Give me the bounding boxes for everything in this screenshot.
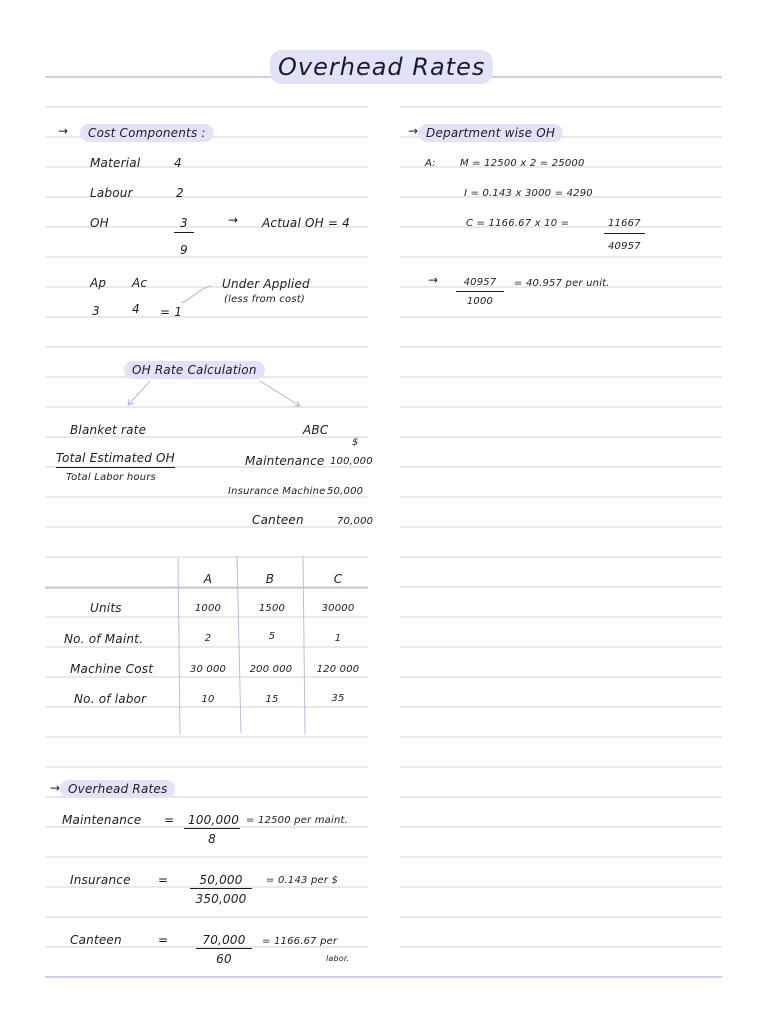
blanket-rate-label: Blanket rate — [70, 423, 147, 437]
table-row-label: Machine Cost — [70, 662, 154, 676]
abc-item-amount: 70,000 — [337, 516, 374, 527]
cost-label: Labour — [90, 186, 133, 200]
table-cell: 15 — [265, 694, 279, 705]
table-cell: 1500 — [258, 603, 286, 614]
table-cell: 2 — [204, 633, 212, 644]
abc-item-name: Canteen — [252, 513, 304, 527]
calc-line: M = 12500 x 2 = 25000 — [460, 158, 585, 169]
less-from-cost-note: (less from cost) — [224, 294, 305, 305]
per-unit-result: = 40.957 per unit. — [514, 278, 610, 289]
arrow-icon: → — [50, 781, 61, 795]
table-cell: 200 000 — [249, 664, 293, 675]
calc-last-value: 11667 — [604, 217, 645, 234]
arrow-icon: → — [428, 273, 439, 287]
table-cell: 10 — [201, 694, 215, 705]
rate-fraction — [184, 813, 240, 846]
per-unit-fraction — [456, 276, 504, 309]
overhead-rates-heading: Overhead Rates — [60, 780, 175, 798]
arrow-to-blanket — [128, 381, 150, 405]
cost-label: Material — [90, 156, 141, 170]
table-row-label: No. of Maint. — [64, 632, 144, 646]
equals-sign: = — [158, 873, 169, 887]
calc-line: I = 0.143 x 3000 = 4290 — [464, 188, 593, 199]
ac-label: Ac — [132, 276, 148, 290]
rate-label: Canteen — [70, 933, 122, 947]
abc-item-amount: 100,000 — [330, 456, 373, 467]
cost-value: 2 — [176, 186, 184, 200]
rate-result-unit: labor. — [326, 954, 350, 963]
table-cell: 5 — [268, 631, 276, 642]
cost-components-heading: Cost Components : — [80, 124, 214, 142]
table-header-c: C — [333, 572, 343, 586]
fraction-numerator: 50,000 — [190, 873, 252, 889]
page-title: Overhead Rates — [270, 50, 493, 84]
table-row-label: No. of labor — [74, 692, 147, 706]
fraction-numerator: 40957 — [456, 276, 504, 292]
fraction-denominator: 350,000 — [195, 892, 247, 906]
abc-item-amount: 50,000 — [327, 486, 364, 497]
table-header-b: B — [265, 572, 275, 586]
equals-sign: = — [164, 813, 175, 827]
arrow-icon: → — [58, 124, 69, 138]
cost-value: 3 — [174, 216, 194, 233]
fraction-numerator: 100,000 — [184, 813, 240, 829]
abc-label: ABC — [303, 423, 329, 437]
arrow-to-abc — [260, 381, 300, 406]
variance-value: = 1 — [160, 305, 183, 319]
department-oh-heading: Department wise OH — [418, 124, 563, 142]
table-cell: 120 000 — [316, 664, 360, 675]
currency-symbol: $ — [352, 437, 359, 448]
oh-rate-calc-heading: OH Rate Calculation — [124, 361, 265, 379]
rate-label: Maintenance — [62, 813, 142, 827]
blanket-denominator: Total Labor hours — [66, 472, 156, 483]
actual-oh-note: Actual OH = 4 — [262, 216, 351, 230]
abc-item-name: Insurance Machine — [228, 486, 326, 497]
rate-result: = 1166.67 per — [262, 936, 338, 947]
table-row-label: Units — [90, 601, 122, 615]
ap-label: Ap — [90, 276, 107, 290]
rate-label: Insurance — [70, 873, 131, 887]
table-cell: 1 — [334, 633, 342, 644]
under-applied-label: Under Applied — [222, 277, 310, 291]
rate-result: = 12500 per maint. — [246, 815, 349, 826]
equals-sign: = — [158, 933, 169, 947]
fraction-denominator: 8 — [208, 832, 216, 846]
calc-line: C = 1166.67 x 10 = — [466, 218, 570, 229]
table-header-a: A — [203, 572, 213, 586]
rate-fraction — [196, 933, 252, 966]
fraction-denominator: 1000 — [466, 296, 494, 307]
fraction-denominator: 60 — [216, 952, 232, 966]
ap-value: 3 — [92, 304, 100, 318]
blanket-numerator: Total Estimated OH — [56, 451, 175, 468]
arrow-icon: → — [228, 213, 239, 227]
table-cell: 30000 — [321, 603, 355, 614]
arrow-to-under-applied — [182, 286, 212, 303]
department-label: A: — [425, 158, 436, 169]
fraction-numerator: 70,000 — [196, 933, 252, 949]
abc-item-name: Maintenance — [245, 454, 325, 468]
table-cell: 35 — [331, 693, 345, 704]
rate-fraction — [190, 873, 252, 906]
arrow-icon: → — [408, 124, 419, 138]
table-cell: 30 000 — [189, 664, 227, 675]
calc-total: 40957 — [608, 241, 641, 252]
ac-value: 4 — [132, 302, 140, 316]
cost-total: 9 — [180, 243, 188, 257]
cost-value: 4 — [174, 156, 182, 170]
cost-label: OH — [90, 216, 109, 230]
rate-result: = 0.143 per $ — [266, 875, 339, 886]
table-cell: 1000 — [194, 603, 222, 614]
